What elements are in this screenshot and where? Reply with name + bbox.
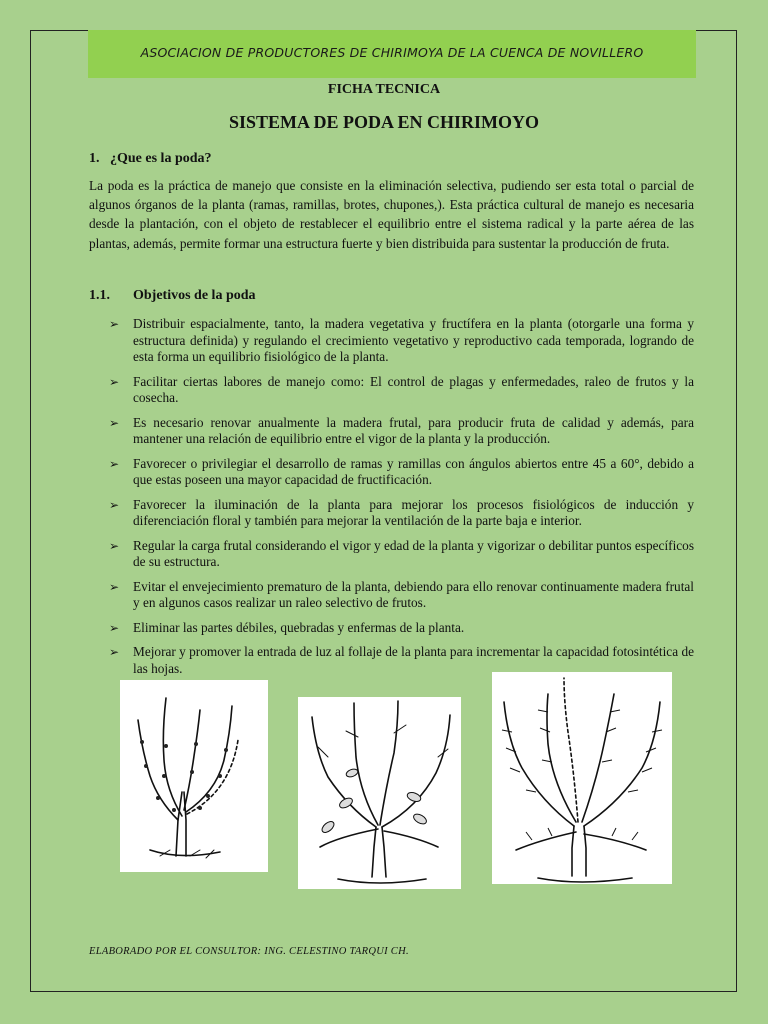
association-banner: [88, 30, 696, 78]
arrow-bullet-icon: ➢: [109, 317, 120, 331]
pruning-illustration-3: [492, 672, 672, 884]
list-item: ➢ Evitar el envejecimiento prematuro de la planta, debiendo para ello renovar continuamente madera frutal y en algunos casos realizar un raleo selectivo de frutos.: [109, 578, 694, 610]
section-1-1-heading: [89, 288, 256, 304]
list-item: ➢ Facilitar ciertas labores de manejo como: El control de plagas y enfermedades, raleo de frutos y la cosecha.: [109, 373, 694, 405]
arrow-bullet-icon: ➢: [109, 497, 120, 512]
section-1-heading: 1. ¿Que es la poda?: [89, 151, 212, 166]
list-item: ➢ Eliminar las partes débiles, quebradas y enfermas de la planta.: [109, 619, 465, 635]
association-name: ASOCIACION DE PRODUCTORES DE CHIRIMOYA DE LA CUENCA DE NOVILLERO: [140, 45, 644, 60]
section-number: 1.1.: [89, 288, 110, 303]
document-title: SISTEMA DE PODA EN CHIRIMOYO: [228, 112, 540, 132]
pruning-illustration-1: [120, 680, 268, 872]
objectives-list: [89, 316, 694, 685]
arrow-bullet-icon: ➢: [109, 579, 120, 594]
arrow-bullet-icon: ➢: [109, 374, 120, 389]
document-subtitle: FICHA TECNICA: [327, 82, 441, 97]
tree-drawing-2: [298, 697, 461, 889]
arrow-bullet-icon: ➢: [109, 415, 120, 430]
list-item: ➢ Favorecer o privilegiar el desarrollo de ramas y ramillas con ángulos abiertos entre 45 a 60°, debido a que estas poseen una mayor capacidad de fructificación.: [109, 455, 694, 487]
arrow-bullet-icon: ➢: [109, 620, 120, 635]
list-item: ➢ Distribuir espacialmente, tanto, la madera vegetativa y fructífera en la planta (otorgarle una forma y estructura definida) y regulando el crecimiento vegetativo y reproductivo cada temporada, logrando de esta forma un equilibrio fisiológico de la planta.: [109, 316, 694, 364]
list-item: ➢ Es necesario renovar anualmente la madera frutal, para producir fruta de calidad y además, para mantener una relación de equilibrio entre el vigor de la planta y la producción.: [109, 414, 694, 446]
list-item: ➢ Mejorar y promover la entrada de luz al follaje de la planta para incrementar la capacidad fotosintética de las hojas.: [109, 644, 694, 676]
section-1-paragraph: La poda es la práctica de manejo que consiste en la eliminación selectiva, pudiendo ser esta total o parcial de algunos órganos de la planta (ramas, ramillas, brotes, chupones,). Esta práctica cultural de manejo es necesaria desde la plantación, con el objeto de restablecer el equilibrio entre el sistema radical y la parte aérea de las plantas, además, permite formar una estructura fuerte y bien distribuida para sustentar la producción de fruta.: [89, 178, 694, 251]
pruning-illustration-2: [298, 697, 461, 889]
arrow-bullet-icon: ➢: [109, 645, 120, 659]
tree-drawing-1: [120, 680, 268, 872]
section-title: Objetivos de la poda: [133, 288, 256, 303]
list-item: ➢ Regular la carga frutal considerando el vigor y edad de la planta y vigorizar o debilitar puntos específicos de su estructura.: [109, 537, 694, 569]
arrow-bullet-icon: ➢: [109, 456, 120, 471]
list-item: ➢ Favorecer la iluminación de la planta para mejorar los procesos fisiológicos de inducción y diferenciación floral y también para mejorar la ventilación de la parte baja e interior.: [109, 496, 694, 528]
footer-author: ELABORADO POR EL CONSULTOR: ING. CELESTINO TARQUI CH.: [89, 946, 409, 957]
arrow-bullet-icon: ➢: [109, 538, 120, 553]
tree-drawing-3: [492, 672, 672, 884]
